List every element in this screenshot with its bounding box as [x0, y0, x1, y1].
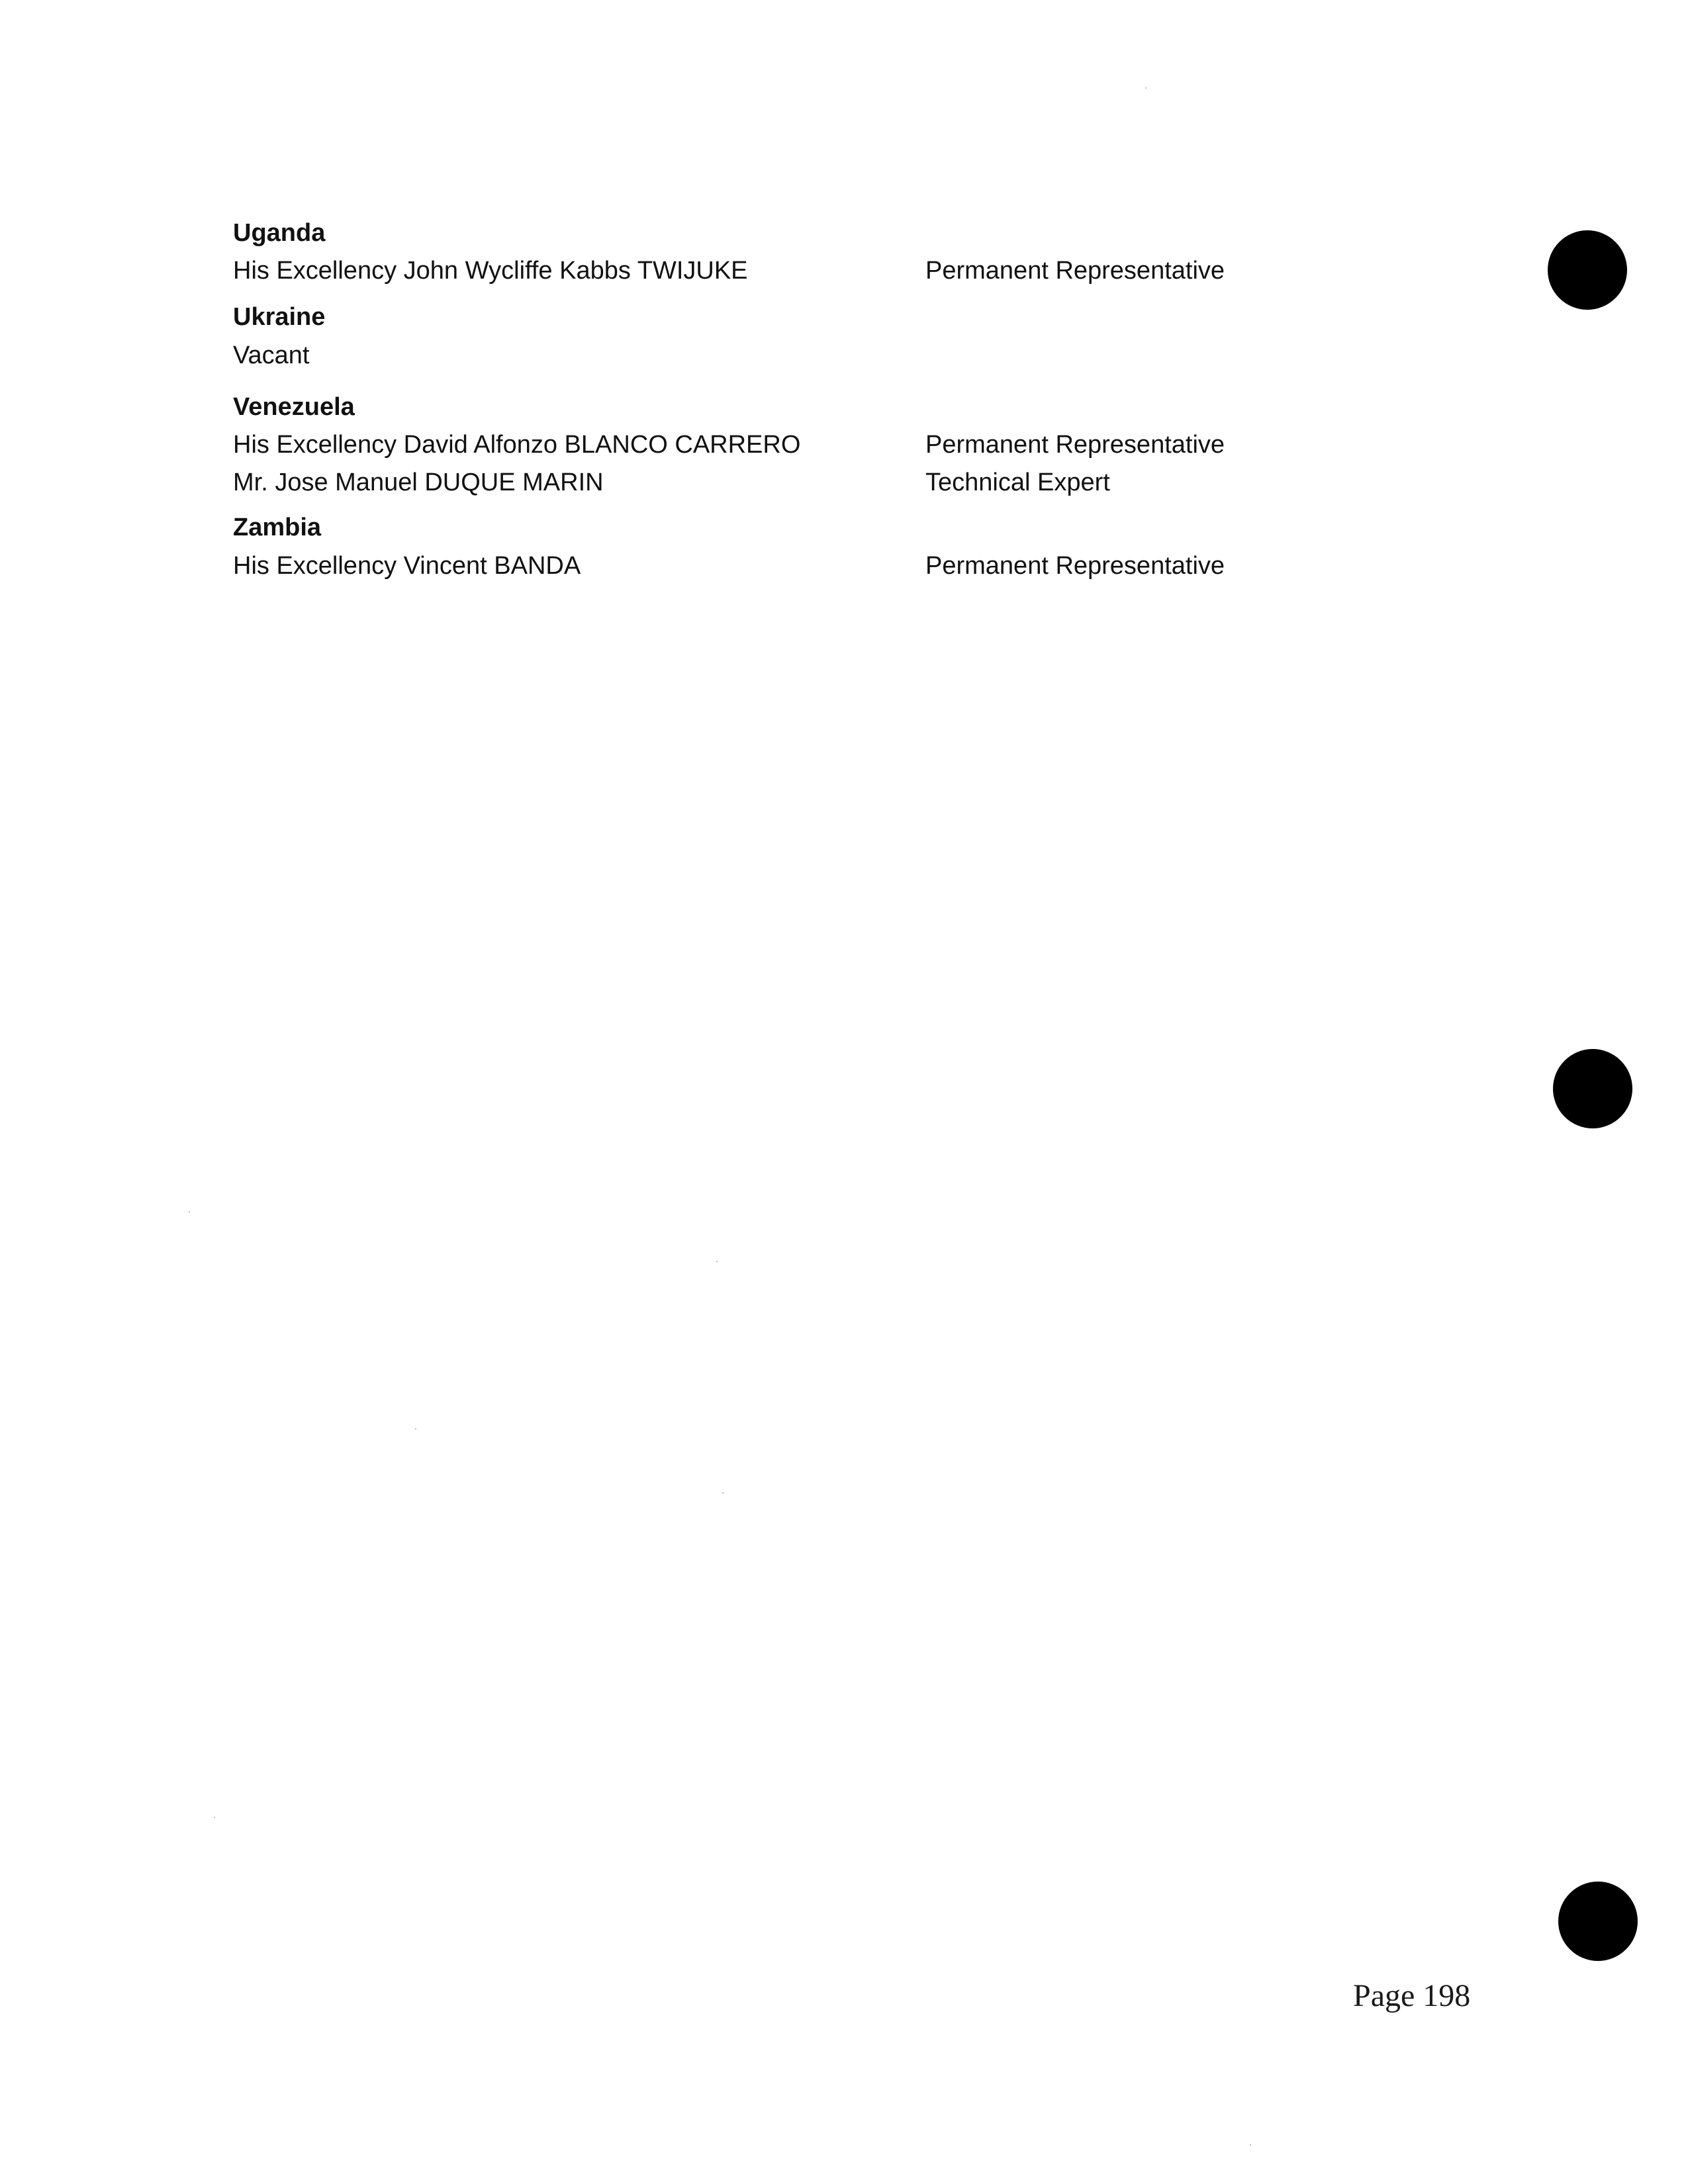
member-name: Mr. Jose Manuel DUQUE MARIN	[233, 469, 604, 496]
scan-speck	[415, 1428, 416, 1430]
member-name: His Excellency Vincent BANDA	[233, 552, 581, 580]
country-heading-ukraine: Ukraine	[233, 303, 326, 331]
member-name: Vacant	[233, 341, 310, 369]
country-heading-venezuela: Venezuela	[233, 393, 355, 421]
country-heading-zambia: Zambia	[233, 514, 322, 541]
page-number: Page 198	[1353, 1978, 1471, 2013]
member-role: Permanent Representative	[925, 257, 1225, 285]
member-role: Permanent Representative	[925, 431, 1225, 459]
scan-speck	[722, 1492, 724, 1494]
country-heading-uganda: Uganda	[233, 219, 326, 247]
punch-hole-middle	[1553, 1049, 1632, 1128]
member-name: His Excellency John Wycliffe Kabbs TWIJUKE	[233, 257, 748, 285]
punch-hole-bottom	[1558, 1882, 1638, 1961]
member-role: Technical Expert	[925, 469, 1110, 496]
member-name: His Excellency David Alfonzo BLANCO CARRERO	[233, 431, 801, 459]
scan-speck	[1145, 87, 1147, 89]
scan-speck	[716, 1261, 718, 1262]
scan-speck	[1250, 2144, 1251, 2146]
member-role: Permanent Representative	[925, 552, 1225, 580]
punch-hole-top	[1548, 230, 1627, 310]
scan-speck	[189, 1211, 190, 1212]
scan-speck	[214, 1817, 215, 1818]
